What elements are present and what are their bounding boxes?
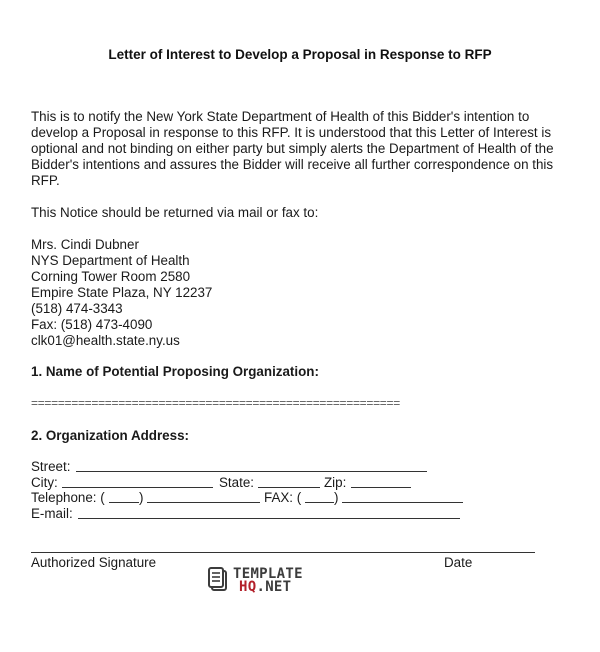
signature-label: Authorized Signature: [31, 555, 157, 570]
address-email: clk01@health.state.ny.us: [31, 333, 180, 348]
address-fax: Fax: (518) 473-4090: [31, 317, 153, 332]
signature-line[interactable]: [31, 552, 535, 553]
fax-paren-close: ): [334, 490, 339, 506]
zip-label: Zip:: [324, 474, 347, 490]
date-label: Date: [444, 555, 473, 570]
street-label: Street:: [31, 459, 71, 474]
notice-text: This Notice should be returned via mail or fax to:: [31, 205, 319, 220]
templatehq-watermark-logo: [207, 566, 322, 594]
telephone-area-code-field[interactable]: [109, 490, 139, 503]
intro-paragraph: This is to notify the New York State Department of Health of this Bidder's intention to develop a Proposal in response to this RFP. It is understood that this Letter of Interest is optional and not binding on either party but simply alerts the Department of Health of the Bidder's intentions and assures the Bidder will receive all further correspondence on this RFP.: [31, 109, 554, 188]
state-label: State:: [219, 474, 254, 490]
city-label: City:: [31, 474, 58, 490]
telephone-number-field[interactable]: [147, 490, 260, 503]
logo-text-hq: HQ: [239, 579, 257, 595]
address-building: Corning Tower Room 2580: [31, 269, 191, 284]
address-phone: (518) 474-3343: [31, 301, 123, 316]
email-field[interactable]: [78, 506, 460, 519]
logo-text-domain: [239, 579, 291, 595]
fax-area-code-field[interactable]: [305, 490, 334, 503]
document-title: Letter of Interest to Develop a Proposal in Response to RFP: [108, 47, 492, 62]
section1-heading: 1. Name of Potential Proposing Organization:: [31, 364, 319, 379]
street-field[interactable]: [76, 459, 427, 472]
logo-text-template: TEMPLATE: [233, 566, 303, 582]
address-city-state-zip: Empire State Plaza, NY 12237: [31, 285, 213, 300]
mailing-address: [31, 237, 212, 349]
organization-name-line[interactable]: =======================================================: [31, 396, 400, 410]
city-field[interactable]: [62, 475, 213, 488]
logo-text-net: .NET: [256, 579, 292, 595]
fax-number-field[interactable]: [342, 490, 463, 503]
address-name: Mrs. Cindi Dubner: [31, 237, 139, 252]
zip-field[interactable]: [351, 475, 411, 488]
document-icon: [207, 566, 229, 592]
telephone-label: Telephone: (: [31, 490, 105, 506]
fax-label: FAX: (: [264, 490, 302, 506]
state-field[interactable]: [258, 475, 320, 488]
address-organization: NYS Department of Health: [31, 253, 190, 268]
email-label: E-mail:: [31, 505, 73, 521]
section2-heading: 2. Organization Address:: [31, 428, 189, 443]
telephone-paren-close: ): [139, 490, 144, 506]
